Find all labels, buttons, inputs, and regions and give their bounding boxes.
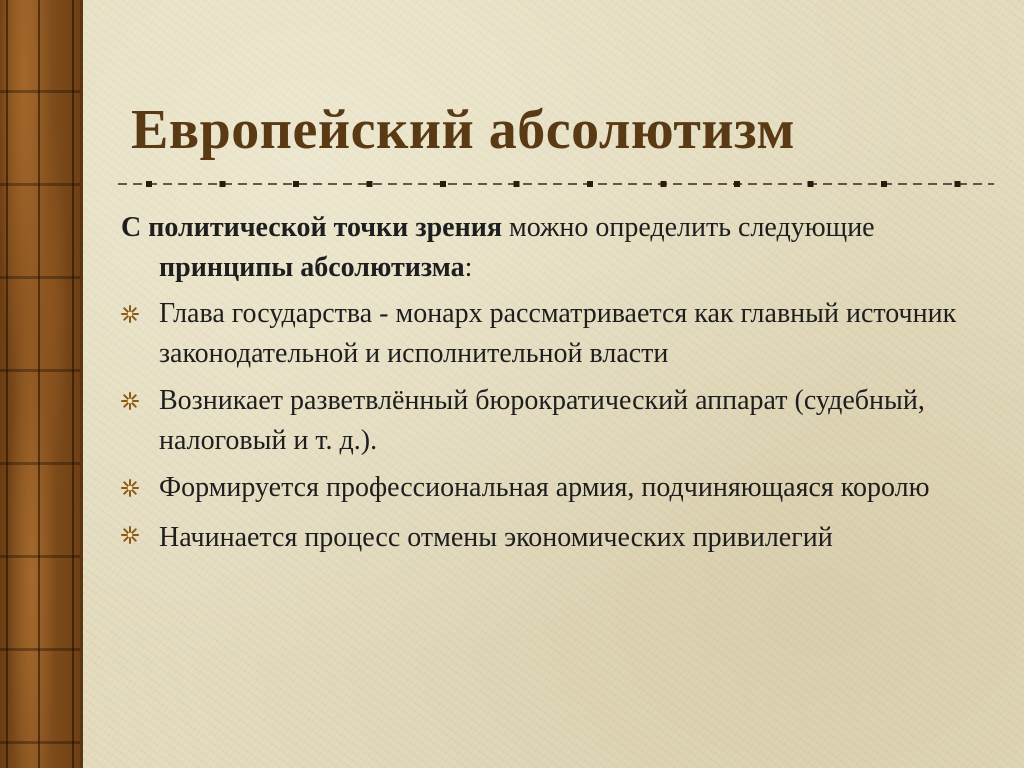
divider-dot xyxy=(293,181,299,187)
divider-dot xyxy=(440,181,446,187)
star-bullet-icon xyxy=(121,526,139,544)
divider-dot xyxy=(514,181,520,187)
divider-dot xyxy=(661,181,667,187)
divider-dot xyxy=(955,181,961,187)
bullet-text: Возникает разветвлённый бюрократический аппарат (судебный, налоговый и т. д.). xyxy=(159,385,925,456)
star-bullet-icon xyxy=(121,305,139,323)
star-bullet-icon xyxy=(121,479,139,497)
slide-title: Европейский абсолютизм xyxy=(131,99,795,161)
border-stripe xyxy=(72,0,74,768)
bullet-item xyxy=(121,515,981,561)
bullet-text: Формируется профессиональная армия, подчиняющаяся королю xyxy=(159,472,930,503)
intro-paragraph xyxy=(121,208,981,288)
intro-text-end: : xyxy=(464,252,473,283)
divider-dot xyxy=(587,181,593,187)
border-stripe xyxy=(6,0,8,768)
decorative-side-border xyxy=(0,0,83,768)
divider-dot xyxy=(146,181,152,187)
divider-dot xyxy=(734,181,740,187)
title-divider xyxy=(118,174,994,194)
intro-bold-lead: С политической точки зрения xyxy=(121,212,502,243)
star-bullet-icon xyxy=(121,392,139,410)
bullet-item xyxy=(121,468,981,508)
slide-content xyxy=(121,208,981,568)
bullet-item xyxy=(121,381,981,461)
divider-dot xyxy=(881,181,887,187)
divider-dot xyxy=(367,181,373,187)
bullet-text: Глава государства - монарх рассматривается как главный источник законодательной и исполнительной власти xyxy=(159,298,957,369)
intro-text-middle: можно определить следующие xyxy=(501,212,875,243)
divider-dot xyxy=(808,181,814,187)
divider-dot xyxy=(220,181,226,187)
intro-bold-term: принципы абсолютизма xyxy=(159,252,465,283)
bullet-item xyxy=(121,294,981,374)
bullet-text: Начинается процесс отмены экономических привилегий xyxy=(159,522,833,553)
border-stripe xyxy=(38,0,40,768)
